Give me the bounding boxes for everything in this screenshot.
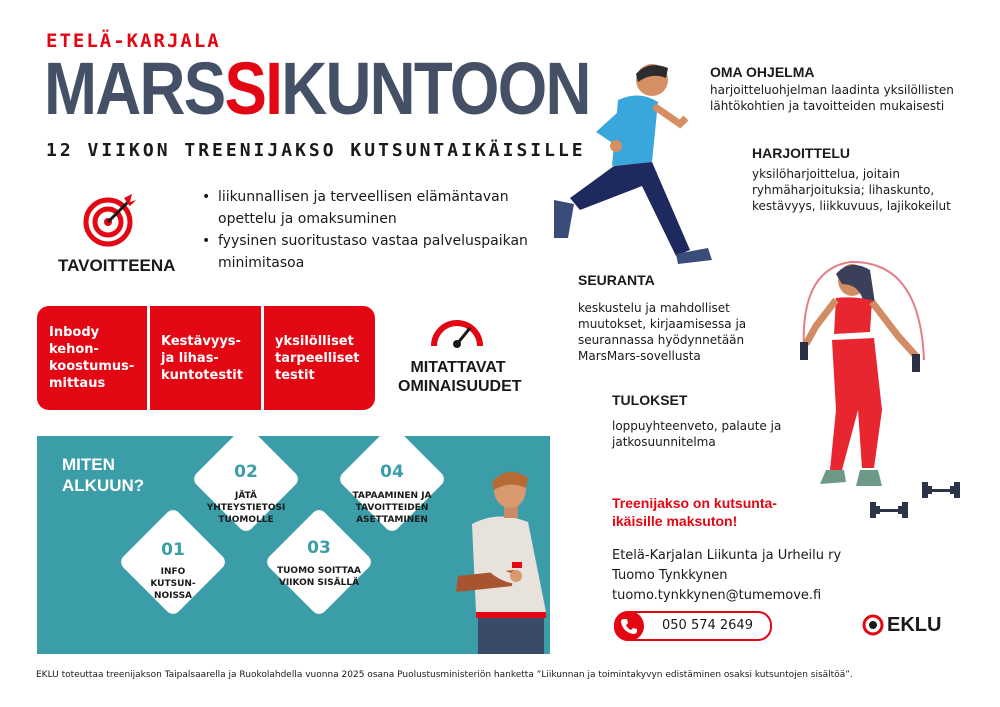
step-number: 03 xyxy=(307,538,331,558)
free-of-charge-note: Treenijakso on kutsunta-ikäisille maksuton! xyxy=(612,495,777,529)
step-number: 02 xyxy=(234,462,258,482)
phone-box[interactable] xyxy=(614,611,772,641)
jumprope-illustration xyxy=(790,260,940,498)
tracking-title: SEURANTA xyxy=(578,272,655,288)
measurement-fitness-tests: Kestävyys- ja lihas-kuntotestit xyxy=(161,333,243,383)
logo-text: EKLU xyxy=(887,614,942,636)
gauge-icon xyxy=(428,312,486,350)
step-number: 04 xyxy=(380,462,404,482)
tracking-text: keskustelu ja mahdolliset muutokset, kirjaamisessa ja seurannassa hyödynnetään MarsMars-sovellusta xyxy=(578,301,747,363)
subtitle: 12 VIIKON TREENIJAKSO KUTSUNTAIKÄISILLE xyxy=(46,140,586,161)
eklu-logo xyxy=(861,612,957,638)
target-icon xyxy=(82,192,138,248)
contact-name: Tuomo Tynkkynen xyxy=(612,568,728,583)
phone-icon xyxy=(614,611,644,641)
page-title xyxy=(44,47,590,130)
step-text: TUOMO SOITTAA VIIKON SISÄLLÄ xyxy=(276,566,362,588)
title-part-3: KUNTOON xyxy=(281,47,590,130)
goal-label: TAVOITTEENA xyxy=(58,256,176,275)
logo-mark-icon xyxy=(861,612,885,638)
coach-illustration xyxy=(428,462,558,654)
divider xyxy=(147,304,150,414)
program-title: OMA OHJELMA xyxy=(710,64,815,80)
measurement-inbody: Inbody kehon-koostumus-mittaus xyxy=(49,325,135,391)
step-text: TAPAAMINEN JA TAVOITTEIDEN ASETTAMINEN xyxy=(352,491,432,525)
dumbbells-illustration xyxy=(866,478,966,526)
step-text: JÄTÄ YHTEYSTIETOSI TUOMOLLE xyxy=(206,491,286,525)
measurements-bar xyxy=(37,306,375,410)
results-text: loppuyhteenveto, palaute ja jatkosuunnitelma xyxy=(612,419,782,449)
training-title: HARJOITTELU xyxy=(752,145,850,161)
contact-org: Etelä-Karjalan Liikunta ja Urheilu ry xyxy=(612,548,842,563)
region-label: ETELÄ-KARJALA xyxy=(46,30,221,52)
footer-note: EKLU toteuttaa treenijakson Taipalsaarella ja Ruokolahdella vuonna 2025 osana Puolustusministeriön hanketta ”Liikunnan ja toimintakyvyn edistäminen osaksi kutsuntojen sisältöä”. xyxy=(36,670,853,680)
phone-number: 050 574 2649 xyxy=(662,618,753,633)
measurement-individual-tests: yksilölliset tarpeelliset testit xyxy=(275,333,360,383)
divider xyxy=(261,304,264,414)
goal-item: • fyysinen suoritustaso vastaa palveluspaikan minimitasoa xyxy=(200,230,530,274)
how-to-start-title: MITEN ALKUUN? xyxy=(62,455,145,495)
title-part-2: SI xyxy=(224,47,282,130)
runner-illustration xyxy=(540,60,720,272)
contact-email[interactable]: tuomo.tynkkynen@tumemove.fi xyxy=(612,588,822,603)
step-text: INFO KUTSUN-NOISSA xyxy=(150,567,196,601)
goal-item: • liikunnallisen ja terveellisen elämäntavan opettelu ja omaksuminen xyxy=(200,186,530,230)
contact-info xyxy=(612,546,841,606)
title-part-1: MARS xyxy=(44,47,225,130)
step-number: 01 xyxy=(161,540,185,560)
program-text: harjoitteluohjelman laadinta yksilöllisten lähtökohtien ja tavoitteiden mukaisesti xyxy=(710,83,954,113)
goal-list xyxy=(200,186,530,274)
measurements-label: MITATTAVAT OMINAISUUDET xyxy=(398,359,522,395)
training-text: yksilöharjoittelua, joitain ryhmäharjoituksia; lihaskunto, kestävyys, liikkuvuus, lajikokeilut xyxy=(752,167,951,213)
results-title: TULOKSET xyxy=(612,392,688,408)
